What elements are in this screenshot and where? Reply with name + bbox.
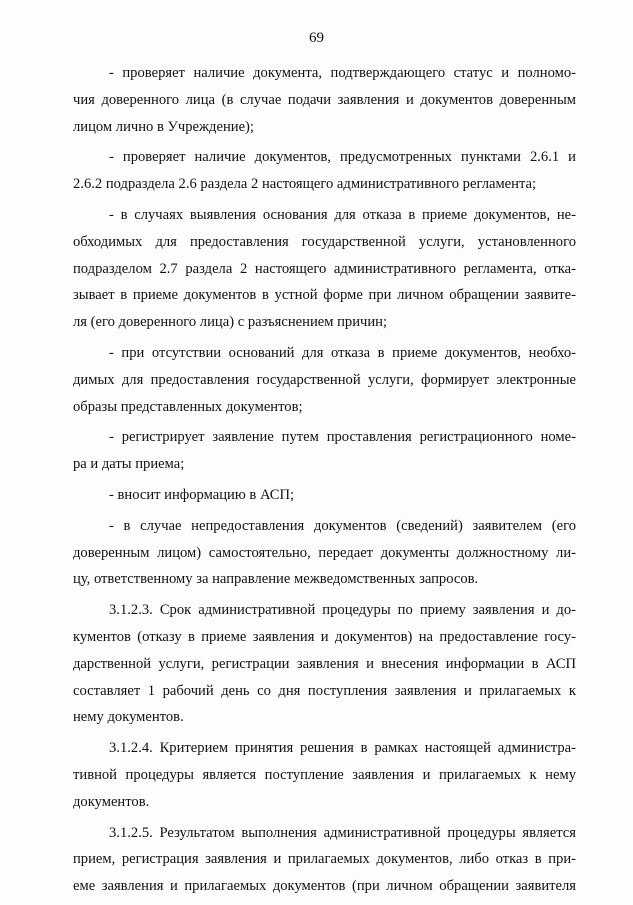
text-line: обходимых для предоставления государственной услуги, установленного (73, 233, 576, 250)
text-line: 3.1.2.4. Критерием принятия решения в рамках настоящей администра- (109, 740, 576, 757)
text-line: лицом лично в Учреждение); (73, 118, 254, 135)
text-line: образы представленных документов; (73, 398, 303, 415)
text-line: подразделом 2.7 раздела 2 настоящего административного регламента, отка- (73, 260, 576, 277)
text-line: доверенным лицом) самостоятельно, передает документы должностному ли- (73, 544, 576, 561)
text-line: димых для предоставления государственной услуги, формирует электронные (73, 371, 576, 388)
text-line: цу, ответственному за направление межведомственных запросов. (73, 571, 479, 588)
text-line: тивной процедуры является поступление заявления и прилагаемых к нему (73, 766, 576, 783)
text-line: кументов (отказу в приеме заявления и документов) на предоставление госу- (73, 628, 576, 645)
text-line: прием, регистрация заявления и прилагаемых документов, либо отказ в при- (73, 851, 576, 868)
text-line: 3.1.2.5. Результатом выполнения административной процедуры является (109, 824, 576, 841)
page-number: 69 (309, 30, 324, 46)
text-line: еме заявления и прилагаемых документов (при личном обращении заявителя (73, 878, 576, 895)
text-line: чия доверенного лица (в случае подачи заявления и документов доверенным (73, 91, 576, 108)
text-line: - проверяет наличие документов, предусмотренных пунктами 2.6.1 и (109, 149, 576, 166)
text-line: - в случаях выявления основания для отказа в приеме документов, не- (109, 206, 576, 223)
text-line: нему документов. (73, 709, 184, 726)
text-line: дарственной услуги, регистрации заявления и внесения информации в АСП (73, 655, 576, 672)
text-line: - регистрирует заявление путем проставления регистрационного номе- (109, 429, 576, 446)
text-line: - вносит информацию в АСП; (109, 486, 295, 503)
text-line: документов. (73, 793, 150, 810)
document-body (73, 60, 576, 900)
text-line: составляет 1 рабочий день со дня поступления заявления и прилагаемых к (73, 682, 576, 699)
text-line: - в случае непредоставления документов (сведений) заявителем (его (109, 517, 576, 534)
text-line: ля (его доверенного лица) с разъяснением причин; (73, 314, 388, 331)
text-line: - проверяет наличие документа, подтверждающего статус и полномо- (109, 65, 576, 81)
text-line: 2.6.2 подраздела 2.6 раздела 2 настоящего административного регламента; (73, 176, 537, 193)
text-line: - при отсутствии оснований для отказа в приеме документов, необхо- (109, 344, 576, 361)
text-line: 3.1.2.3. Срок административной процедуры по приему заявления и до- (109, 602, 576, 619)
text-line: зывает в приеме документов в устной форме при личном обращении заявите- (73, 287, 576, 304)
text-line: ра и даты приема; (73, 456, 185, 473)
